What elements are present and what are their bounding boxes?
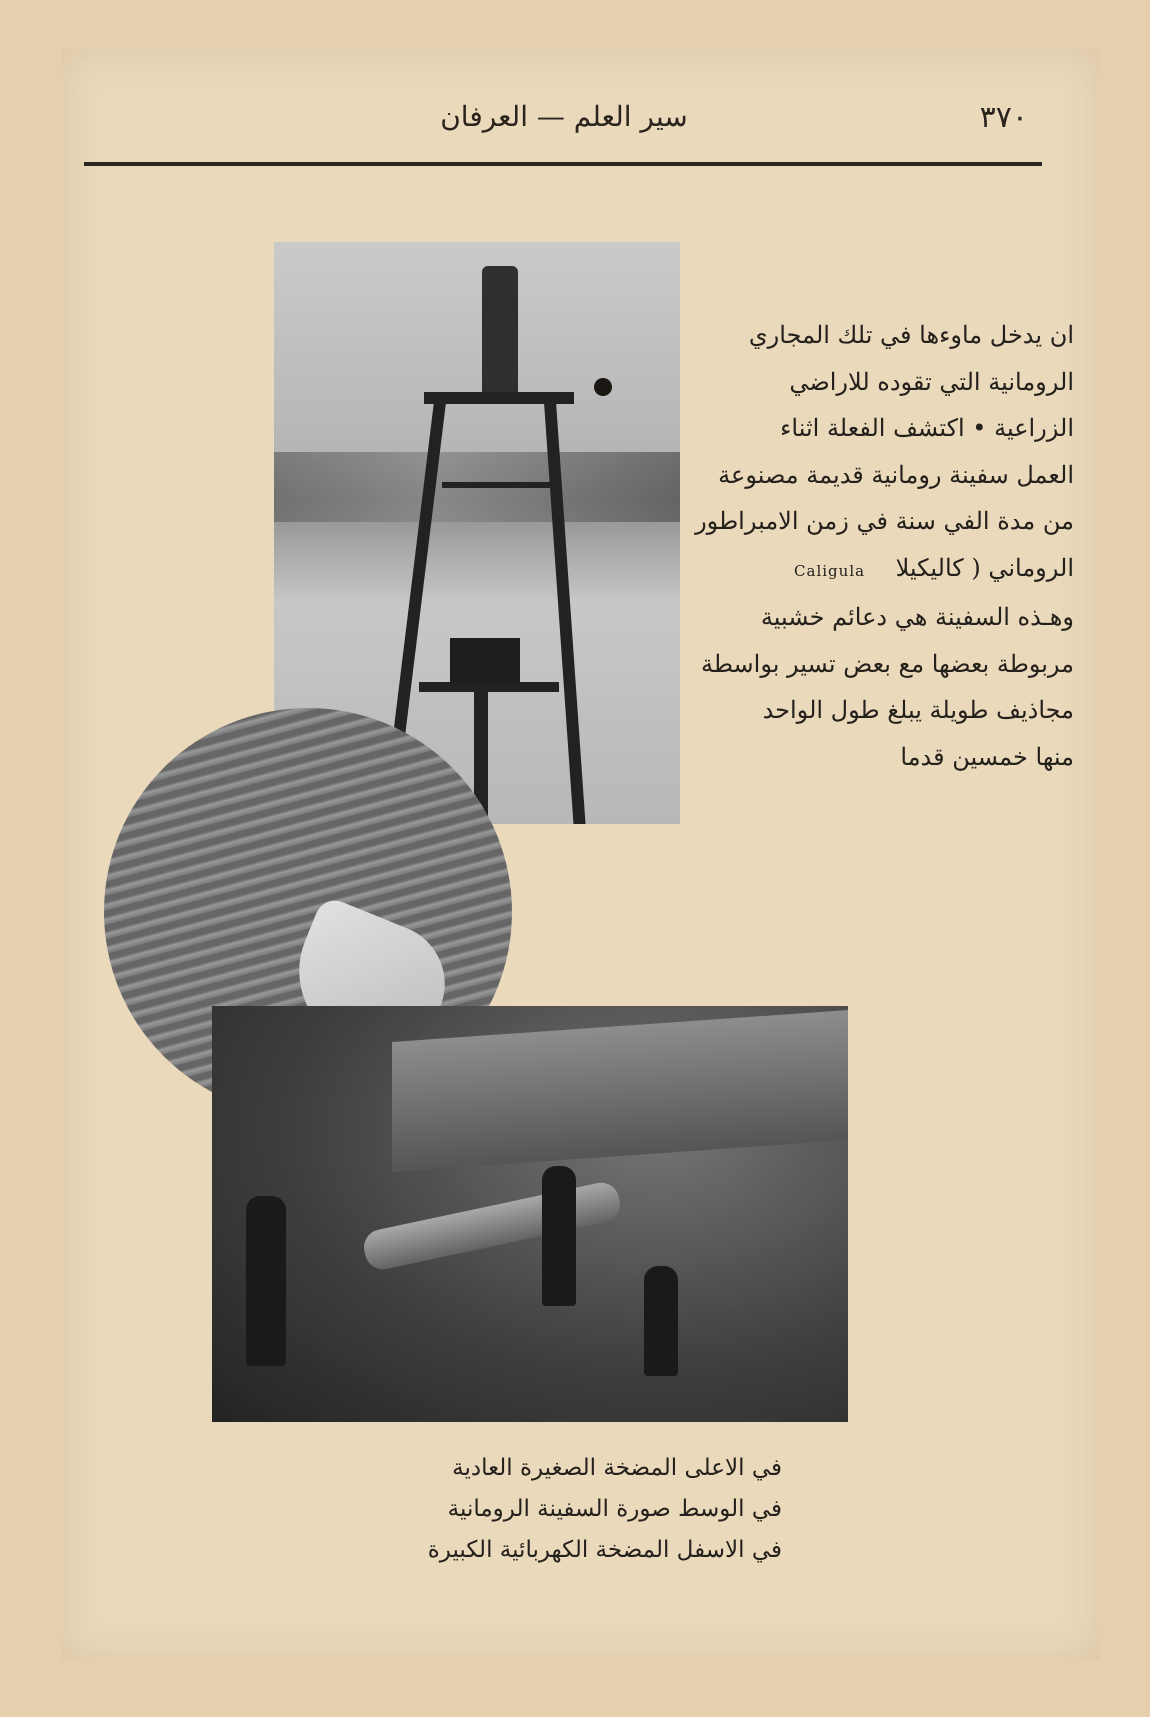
pump-pipe — [361, 1179, 624, 1272]
caption-top: في الاعلى المضخة الصغيرة العادية — [452, 1455, 782, 1481]
photo-captions — [312, 1448, 782, 1571]
worker-figure-right — [644, 1266, 678, 1376]
text-line: مربوطة بعضها مع بعض تسير بواسطة — [700, 649, 1074, 678]
worker-figure-left — [246, 1196, 286, 1366]
text-line: ان يدخل ماوءها في تلك المجاري — [748, 321, 1074, 349]
caption-middle: في الوسط صورة السفينة الرومانية — [447, 1496, 782, 1522]
article-text — [695, 312, 1074, 780]
ink-speck — [594, 378, 612, 396]
pump-chimney — [482, 266, 518, 396]
text-line: وهـذه السفينة هي دعائم خشبية — [760, 603, 1074, 631]
photo-electric-pump — [212, 1006, 848, 1422]
text-line-with-latin — [702, 545, 1074, 595]
worker-figure-center — [542, 1166, 576, 1306]
caption-bottom: في الاسفل المضخة الكهربائية الكبيرة — [427, 1537, 782, 1563]
page — [62, 48, 1100, 1660]
pump-lower-shelf — [419, 682, 559, 692]
text-line: منها خمسين قدما — [900, 742, 1074, 771]
text-line: الرومانية التي تقوده للاراضي — [789, 367, 1074, 396]
text-line: العمل سفينة رومانية قديمة مصنوعة — [718, 460, 1074, 489]
text-line: مجاذيف طويلة يبلغ طول الواحد — [762, 696, 1074, 724]
text-line: الروماني ( كاليكيلا — [895, 553, 1074, 582]
page-header — [86, 100, 1042, 156]
pump-crossbar — [442, 482, 552, 488]
latin-name: Caligula — [794, 561, 866, 580]
header-rule — [84, 162, 1042, 166]
running-title: سير العلم — العرفان — [440, 100, 688, 133]
pump-canopy — [392, 1010, 848, 1172]
text-line: من مدة الفي سنة في زمن الامبراطور — [695, 507, 1074, 535]
page-number: ٣٧٠ — [979, 100, 1028, 135]
text-line: الزراعية • اكتشف الفعلة اثناء — [780, 414, 1074, 442]
